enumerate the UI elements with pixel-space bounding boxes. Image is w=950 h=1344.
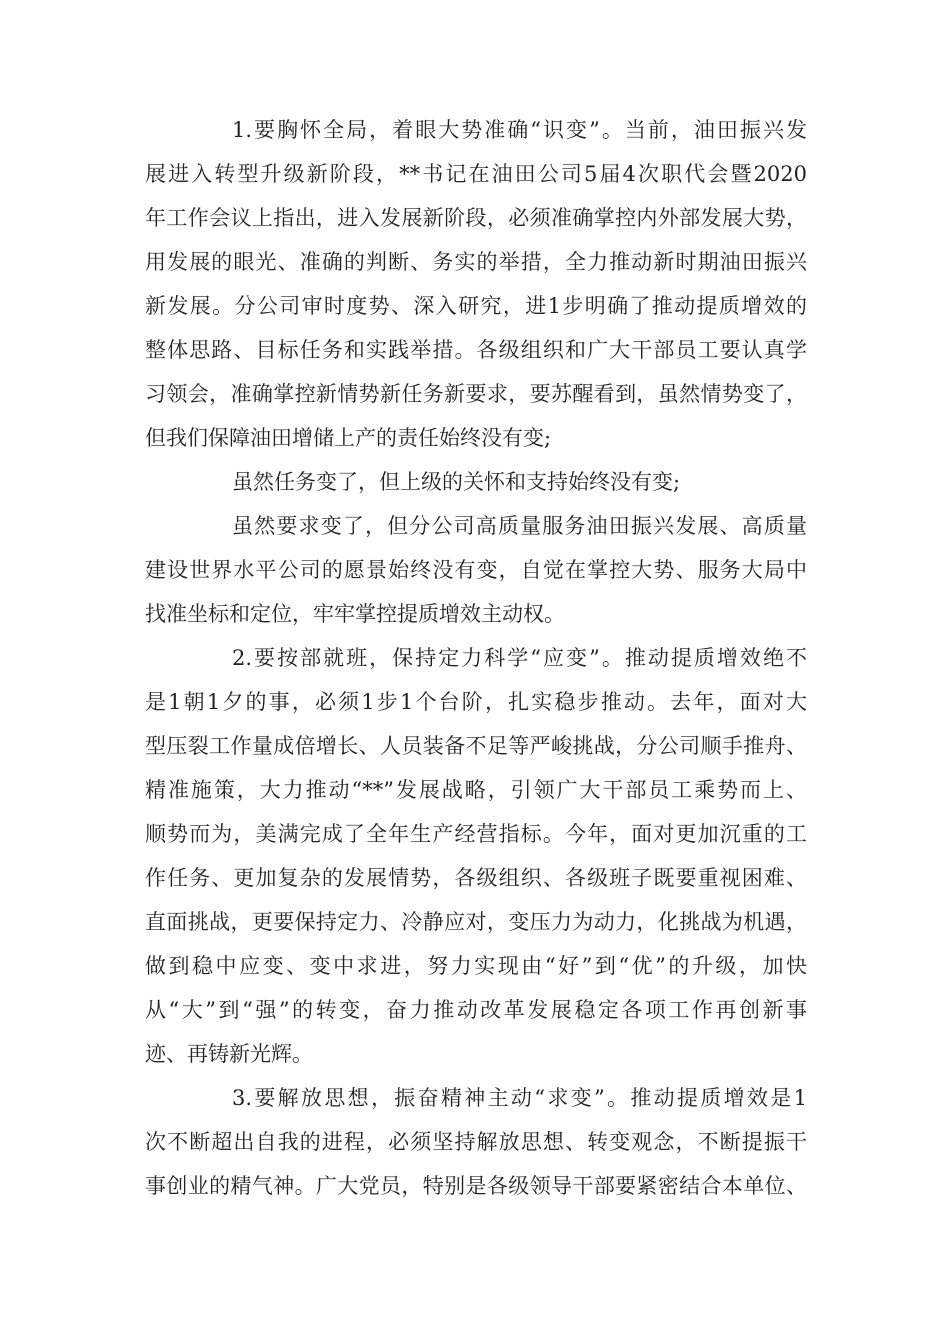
paragraph-1-line-6: 整体思路、目标任务和实践举措。各级组织和广大干部员工要认真学: [145, 338, 807, 362]
paragraph-1-line-2: 展进入转型升级新阶段，**书记在油田公司5届4次职代会暨2020: [145, 162, 807, 186]
paragraph-1-line-3: 年工作会议上指出，进入发展新阶段，必须准确掌控内外部发展大势，: [145, 206, 807, 230]
paragraph-1-line-8: 但我们保障油田增储上产的责任始终没有变;: [145, 426, 552, 450]
paragraph-4-line-3: 型压裂工作量成倍增长、人员装备不足等严峻挑战，分公司顺手推舟、: [145, 734, 807, 758]
paragraph-4-line-2: 是1朝1夕的事，必须1步1个台阶，扎实稳步推动。去年，面对大: [145, 690, 807, 714]
paragraph-5-line-3: 事创业的精气神。广大党员，特别是各级领导干部要紧密结合本单位、: [145, 1174, 807, 1198]
paragraph-4-line-4: 精准施策，大力推动“**”发展战略，引领广大干部员工乘势而上、: [145, 778, 807, 802]
paragraph-4-line-8: 做到稳中应变、变中求进，努力实现由“好”到“优”的升级，加快: [145, 954, 807, 978]
paragraph-4-line-5: 顺势而为，美满完成了全年生产经营指标。今年，面对更加沉重的工: [145, 822, 807, 846]
paragraph-4-line-1: 2.要按部就班，保持定力科学“应变”。推动提质增效绝不: [232, 646, 807, 670]
paragraph-5-line-2: 次不断超出自我的进程，必须坚持解放思想、转变观念，不断提振干: [145, 1130, 807, 1154]
paragraph-2-line-1: 虽然任务变了，但上级的关怀和支持始终没有变;: [232, 470, 681, 494]
paragraph-5-line-1: 3.要解放思想，振奋精神主动“求变”。推动提质增效是1: [232, 1086, 807, 1110]
paragraph-3-line-2: 建设世界水平公司的愿景始终没有变，自觉在掌控大势、服务大局中: [145, 558, 807, 582]
paragraph-1-line-7: 习领会，准确掌控新情势新任务新要求，要苏醒看到，虽然情势变了，: [145, 382, 807, 406]
paragraph-1-line-1: 1.要胸怀全局，着眼大势准确“识变”。当前，油田振兴发: [232, 118, 807, 142]
paragraph-4-line-9: 从“大”到“强”的转变，奋力推动改革发展稳定各项工作再创新事: [145, 998, 807, 1022]
paragraph-4-line-7: 直面挑战，更要保持定力、冷静应对，变压力为动力，化挑战为机遇，: [145, 910, 807, 934]
paragraph-4-line-6: 作任务、更加复杂的发展情势，各级组织、各级班子既要重视困难、: [145, 866, 807, 890]
paragraph-1-line-5: 新发展。分公司审时度势、深入研究，进1步明确了推动提质增效的: [145, 294, 807, 318]
paragraph-3-line-3: 找准坐标和定位，牢牢掌控提质增效主动权。: [145, 602, 565, 626]
paragraph-4-line-10: 迹、再铸新光辉。: [145, 1042, 313, 1066]
paragraph-1-line-4: 用发展的眼光、准确的判断、务实的举措，全力推动新时期油田振兴: [145, 250, 807, 274]
paragraph-3-line-1: 虽然要求变了，但分公司高质量服务油田振兴发展、高质量: [232, 514, 807, 538]
